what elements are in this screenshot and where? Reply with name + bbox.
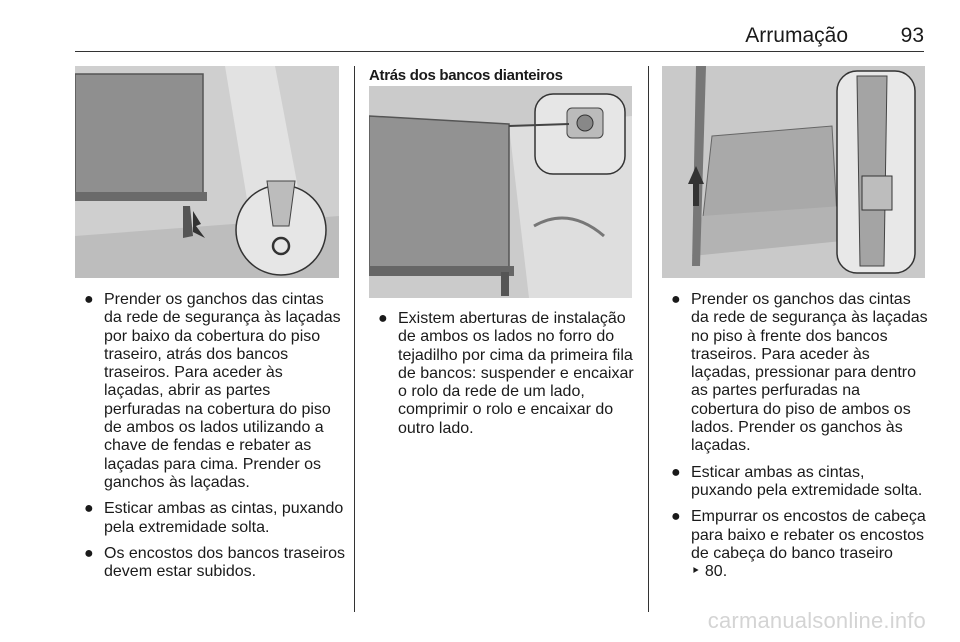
section-heading: Atrás dos bancos dianteiros (369, 67, 563, 84)
list-item-text: Existem aberturas de instalação de ambos os lados no forro do tejadilho por cima da primeira fila de bancos: suspender e encaixar o rolo da rede de um lado, comprimir o rolo e encaixar do outro lado. (398, 310, 634, 437)
list-item-text: Esticar ambas as cintas, puxando pela extremidade solta. (691, 463, 923, 499)
list-item (662, 508, 928, 581)
list-item-text: Esticar ambas as cintas, puxando pela extremidade solta. (104, 500, 344, 536)
bullet-list-col1 (75, 291, 345, 589)
page-header-title: Arrumação (745, 24, 848, 47)
list-item-text: Os encostos dos bancos traseiros devem estar subidos. (104, 544, 346, 581)
bullet-icon: ● (84, 291, 94, 308)
figure-floor-hooks (75, 66, 339, 278)
list-item-text: Prender os ganchos das cintas da rede de segurança às laçadas por baixo da cobertura do piso traseiro, atrás dos bancos traseiros. Para aceder às laçadas, abrir as partes perfuradas na cobertura do piso de ambos os lados utilizando a chave de fendas e rebater as laçadas para cima. Prender os ganchos às laçadas. (104, 291, 341, 491)
list-item (75, 291, 345, 492)
watermark: carmanualsonline.info (707, 608, 926, 633)
bullet-icon: ● (378, 310, 388, 327)
bullet-icon: ● (671, 463, 681, 481)
page-reference-icon: ‣ (691, 563, 701, 581)
figure-roof-openings (369, 86, 632, 298)
bullet-icon: ● (671, 508, 681, 526)
column-divider-left (354, 66, 355, 612)
list-item (75, 500, 345, 537)
page-reference-link[interactable]: 80. (704, 563, 728, 581)
list-item (75, 545, 345, 582)
bullet-icon: ● (84, 500, 94, 518)
bullet-list-col2 (369, 310, 640, 446)
list-item (369, 310, 640, 438)
bullet-icon: ● (671, 291, 681, 308)
figure-front-floor-hooks (662, 66, 925, 278)
header-rule (75, 51, 924, 52)
list-item (662, 464, 928, 501)
bullet-list-col3 (662, 291, 928, 589)
list-item-text: Prender os ganchos das cintas da rede de segurança às laçadas no piso à frente dos bancos traseiros. Para aceder às laçadas, pressionar para dentro as partes perfuradas na cobertura do piso de ambos os lados. Prender os ganchos às laçadas. (691, 291, 928, 455)
bullet-icon: ● (84, 544, 94, 562)
column-divider-right (648, 66, 649, 612)
page-number: 93 (900, 24, 924, 47)
list-item (662, 291, 928, 456)
list-item-text: Empurrar os encostos de cabeça para baixo e rebater os encostos de cabeça do banco traseiro (691, 508, 926, 562)
